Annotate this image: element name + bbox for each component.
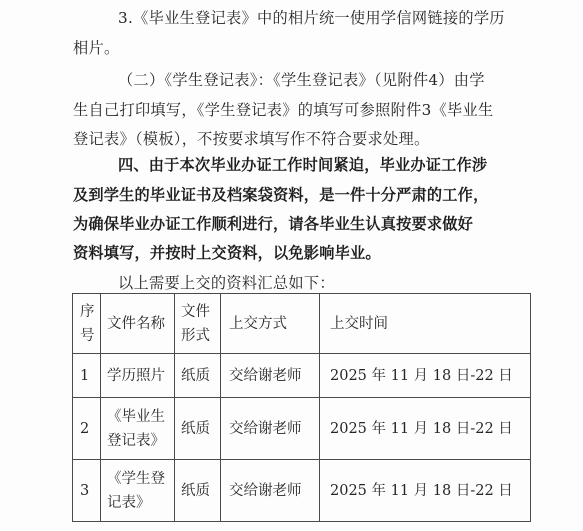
item3-line-2: 相片。	[73, 39, 120, 57]
header-form: 文件形式	[175, 294, 221, 354]
cell-name: 《学生登记表》	[101, 460, 175, 522]
section2-line-2: 生自己打印填写，《学生登记表》的填写可参照附件3《毕业生	[73, 101, 494, 119]
header-name: 文件名称	[101, 294, 175, 354]
cell-name: 《毕业生登记表》	[101, 398, 175, 460]
cell-form: 纸质	[175, 398, 221, 460]
table-header-row	[73, 294, 531, 354]
table-row	[73, 398, 531, 460]
cell-method: 交给谢老师	[221, 354, 320, 398]
cell-no: 2	[73, 398, 101, 460]
header-no: 序号	[73, 294, 101, 354]
table-row	[73, 354, 531, 398]
cell-method: 交给谢老师	[221, 398, 320, 460]
table-row	[73, 460, 531, 522]
cell-time: 2025 年 11 月 18 日-22 日	[320, 354, 531, 398]
header-method: 上交方式	[221, 294, 320, 354]
section2-line-3: 登记表》（模板），不按要求填写作不符合要求处理。	[73, 130, 430, 148]
cell-no: 1	[73, 354, 101, 398]
cell-name: 学历照片	[101, 354, 175, 398]
section4-line-1: 四、由于本次毕业办证工作时间紧迫，毕业办证工作涉	[118, 156, 488, 174]
section4-line-2: 及到学生的毕业证书及档案袋资料，是一件十分严肃的工作，	[73, 186, 489, 204]
header-time: 上交时间	[320, 294, 531, 354]
cell-form: 纸质	[175, 354, 221, 398]
section4-line-4: 资料填写，并按时上交资料，以免影响毕业。	[73, 244, 381, 262]
cell-method: 交给谢老师	[221, 460, 320, 522]
summary-table	[72, 293, 531, 522]
item3-line-1: 3.《毕业生登记表》中的相片统一使用学信网链接的学历	[118, 9, 505, 27]
cell-no: 3	[73, 460, 101, 522]
cell-form: 纸质	[175, 460, 221, 522]
section4-line-3: 为确保毕业办证工作顺利进行，请各毕业生认真按要求做好	[73, 215, 474, 233]
cell-time: 2025 年 11 月 18 日-22 日	[320, 398, 531, 460]
cell-time: 2025 年 11 月 18 日-22 日	[320, 460, 531, 522]
summary-intro: 以上需要上交的资料汇总如下：	[118, 274, 335, 292]
section2-line-1: （二）《学生登记表》：《学生登记表》（见附件4）由学	[118, 71, 485, 89]
